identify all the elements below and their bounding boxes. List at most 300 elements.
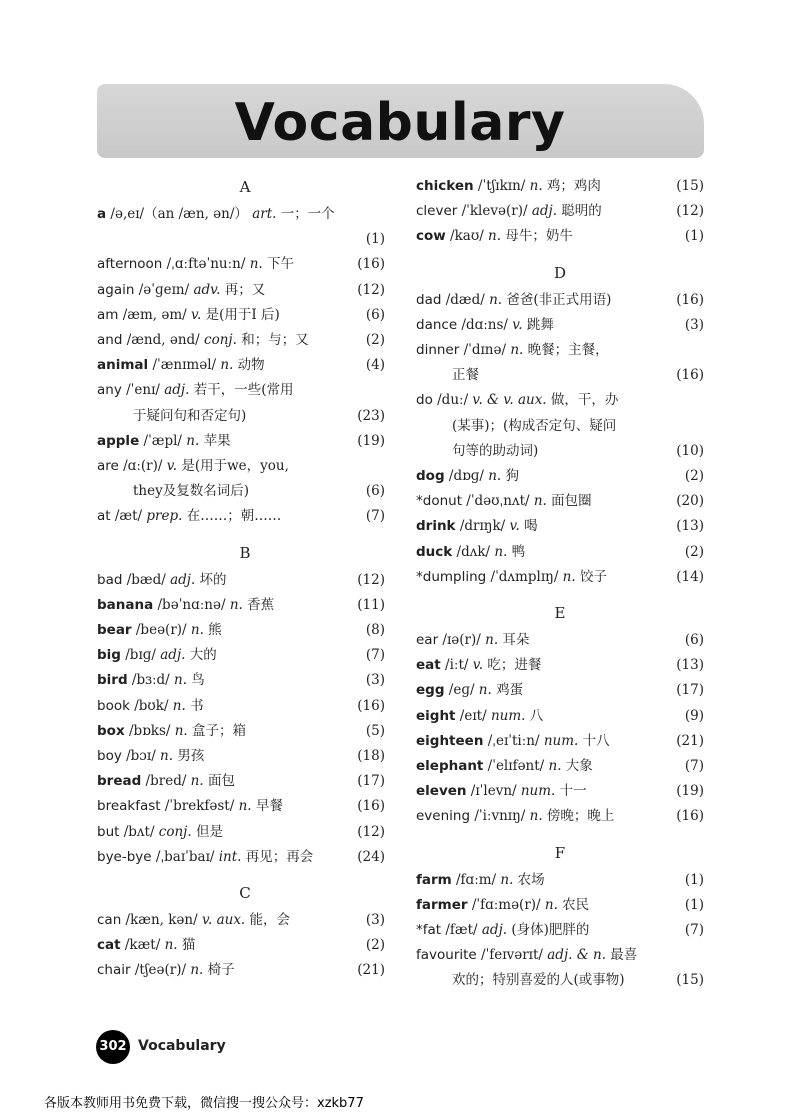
definition: 农民 [557, 896, 590, 913]
headword: dance [416, 316, 458, 333]
phonetic: /ˈenɪ/ [121, 382, 165, 399]
definition: 若干，一些(常用 [189, 382, 294, 399]
vocab-entry [97, 820, 385, 845]
part-of-speech: v. [472, 657, 484, 674]
vocab-entry [416, 174, 704, 199]
definition: 面包 [203, 773, 235, 790]
part-of-speech: adj. [481, 922, 508, 939]
lesson-number: (15) [676, 178, 704, 194]
lesson-number: (7) [365, 508, 385, 525]
watermark-text: 各版本教师用书免费下载，微信搜一搜公众号：xzkb77 [44, 1096, 364, 1111]
definition: 椅子 [203, 962, 235, 979]
headword: egg [416, 682, 445, 699]
definition: 鸭 [507, 543, 526, 560]
definition: 男孩 [173, 748, 205, 765]
phonetic: /iːt/ [440, 657, 473, 674]
phonetic: /æt/ [110, 508, 147, 525]
lesson-number: (7) [365, 647, 385, 664]
definition: 书 [185, 697, 204, 714]
lesson-number: (21) [676, 732, 704, 749]
definition: 做，干，办 [546, 392, 619, 409]
part-of-speech: n. [249, 256, 263, 273]
phonetic: /bɪɡ/ [120, 647, 161, 664]
phonetic: /eɡ/ [444, 682, 479, 699]
lesson-number: (2) [684, 543, 704, 560]
phonetic: /ˈdəʊˌnʌt/ [461, 493, 534, 510]
lesson-number: (7) [684, 758, 704, 775]
vocab-entry [97, 303, 385, 328]
headword: dinner [416, 342, 460, 359]
part-of-speech: adj. [160, 647, 186, 664]
part-of-speech: n. [562, 568, 576, 585]
vocab-entry [416, 540, 704, 565]
section-heading-d: D [553, 263, 567, 282]
lesson-number: (8) [365, 622, 385, 639]
definition: 跳舞 [522, 316, 554, 333]
phonetic: /ˌeɪˈtiːn/ [483, 732, 544, 749]
definition: 面包圈 [546, 493, 592, 510]
headword: afternoon [97, 256, 163, 273]
vocab-entry [97, 504, 385, 529]
definition: 狗 [501, 468, 520, 485]
lesson-number: (14) [676, 568, 704, 585]
phonetic: /ɪə(r)/ [438, 632, 486, 649]
definition: 聪明的 [556, 203, 602, 220]
definition: 再见；再会 [241, 848, 314, 865]
headword: bread [97, 773, 142, 790]
lesson-number: (13) [676, 657, 704, 674]
lesson-number: (16) [357, 798, 385, 815]
vocab-entry [416, 893, 704, 918]
left-column [97, 174, 385, 984]
vocab-entry [416, 199, 704, 224]
phonetic: /ˈdɪnə/ [459, 342, 511, 359]
vocab-entry [97, 668, 385, 693]
entry-list-c-continued [416, 174, 704, 250]
headword: breakfast [97, 798, 161, 815]
definition: 动物 [233, 357, 265, 374]
part-of-speech: n. [533, 493, 547, 510]
headword: bad [97, 571, 123, 588]
section-heading-c: C [239, 884, 251, 903]
part-of-speech: n. [500, 871, 514, 888]
headword: animal [97, 357, 149, 374]
part-of-speech: n. [174, 722, 188, 739]
lesson-number: (1) [365, 231, 385, 248]
part-of-speech: n. [164, 937, 178, 954]
section-heading-b: B [239, 543, 251, 562]
phonetic: /ˈelɪfənt/ [483, 758, 549, 775]
phonetic: /kaʊ/ [445, 228, 489, 245]
part-of-speech: v. [166, 458, 178, 475]
section-heading-e: E [554, 604, 566, 623]
definition: 在……；朝…… [182, 508, 282, 525]
definition: 香蕉 [242, 596, 275, 613]
phonetic: /eɪt/ [455, 707, 491, 724]
part-of-speech: v. aux. [201, 912, 246, 929]
lesson-number: (3) [365, 672, 385, 689]
vocab-entry [416, 288, 704, 313]
phonetic: /ɪˈlevn/ [466, 783, 521, 800]
lesson-number: (6) [684, 632, 704, 649]
lesson-number: (3) [684, 316, 704, 333]
vocab-entry [416, 313, 704, 338]
definition: 早餐 [251, 798, 283, 815]
lesson-number: (16) [357, 256, 385, 273]
vocab-entry [97, 328, 385, 353]
phonetic: /ˌɑːftəˈnuːn/ [162, 256, 250, 273]
headword: big [97, 647, 121, 664]
vocab-entry [97, 378, 385, 428]
part-of-speech: n. [489, 291, 503, 308]
definition: 鸡；鸡肉 [542, 178, 601, 194]
phonetic: /ˈæpl/ [139, 432, 187, 449]
part-of-speech: n. [548, 758, 562, 775]
definition: 盒子；箱 [187, 722, 247, 739]
vocab-entry [97, 278, 385, 303]
part-of-speech: n. [172, 697, 186, 714]
phonetic: /ˈdʌmplɪŋ/ [486, 568, 563, 585]
lesson-number: (12) [357, 281, 385, 298]
definition: 爸爸(非正式用语) [502, 291, 612, 308]
headword: any [97, 382, 122, 399]
definition: 农场 [513, 871, 545, 888]
entry-list-c [97, 908, 385, 984]
definition: 最喜 [606, 947, 638, 964]
phonetic: /bɜːd/ [127, 672, 175, 689]
lesson-number: (19) [357, 432, 385, 449]
vocab-entry [416, 779, 704, 804]
part-of-speech: int. [218, 848, 242, 865]
headword: *dumpling [416, 568, 487, 585]
part-of-speech: adj. [531, 203, 557, 220]
vocab-entry [97, 353, 385, 378]
part-of-speech: n. [485, 632, 499, 649]
vocab-entry [416, 943, 704, 993]
lesson-number: (13) [676, 518, 704, 535]
part-of-speech: n. [529, 808, 543, 825]
phonetic: /beə(r)/ [131, 622, 191, 639]
headword: can [97, 912, 122, 929]
section-heading-f: F [554, 843, 566, 862]
lesson-number: (2) [365, 332, 385, 349]
phonetic: /duː/ [432, 392, 473, 409]
part-of-speech: n. [494, 543, 508, 560]
headword: again [97, 281, 135, 298]
lesson-number: (20) [676, 493, 704, 510]
definition-continued: 句等的助动词) [452, 442, 539, 459]
lesson-number: (11) [357, 596, 385, 613]
headword: eat [416, 657, 441, 674]
lesson-number: (12) [357, 571, 385, 588]
phonetic: /ænd, ənd/ [122, 332, 205, 349]
definition-continued: they及复数名词后) [133, 483, 250, 500]
phonetic: /dɑːns/ [457, 316, 513, 333]
part-of-speech: n. [238, 798, 252, 815]
entry-list-e [416, 628, 704, 830]
definition: 能，会 [245, 912, 291, 929]
definition: 下午 [262, 256, 294, 273]
phonetic: /bɒks/ [124, 722, 175, 739]
headword: drink [416, 518, 456, 535]
vocab-entry [416, 918, 704, 943]
phonetic: /bʌt/ [119, 823, 159, 840]
part-of-speech: adj. [170, 571, 196, 588]
definition: 鸟 [187, 672, 205, 689]
vocab-entry [97, 719, 385, 744]
definition-continued: 正餐 [452, 367, 479, 384]
vocab-entry [416, 489, 704, 514]
lesson-number: (12) [357, 823, 385, 840]
definition: 十八 [578, 732, 610, 749]
definition: 傍晚；晚上 [542, 808, 615, 825]
lesson-number: (16) [676, 291, 704, 308]
lesson-number: (2) [684, 468, 704, 485]
headword: farmer [416, 896, 468, 913]
vocab-entry [416, 628, 704, 653]
vocab-entry [97, 618, 385, 643]
vocab-entry [416, 464, 704, 489]
right-column [416, 174, 704, 994]
definition: 大象 [561, 758, 593, 775]
phonetic: /bʊk/ [129, 697, 173, 714]
vocab-entry [97, 794, 385, 819]
lesson-number: (15) [676, 972, 704, 989]
part-of-speech: adj. & n. [547, 947, 607, 964]
part-of-speech: conj. [158, 823, 192, 840]
vocab-entry [97, 933, 385, 958]
phonetic: /ˈbrekfəst/ [160, 798, 239, 815]
phonetic: /ə,eɪ/（an /æn, ən/） [106, 206, 253, 222]
headword: are [97, 458, 119, 475]
vocab-entry [416, 224, 704, 249]
footer-label: Vocabulary [138, 1038, 226, 1054]
part-of-speech: n. [174, 672, 188, 689]
definition: 八 [525, 707, 544, 724]
vocab-entry [416, 338, 704, 388]
lesson-number: (7) [684, 922, 704, 939]
part-of-speech: n. [488, 468, 502, 485]
part-of-speech: adj. [164, 382, 190, 399]
phonetic: /fɑːm/ [451, 871, 501, 888]
part-of-speech: n. [529, 178, 543, 194]
part-of-speech: art. [252, 206, 277, 222]
definition: 吃；进餐 [483, 657, 542, 674]
headword: farm [416, 871, 452, 888]
vocab-entry [97, 908, 385, 933]
headword: bird [97, 672, 128, 689]
definition: 晚餐；主餐， [523, 342, 609, 359]
lesson-number: (1) [684, 228, 704, 245]
lesson-number: (23) [357, 407, 385, 424]
headword: a [97, 206, 107, 222]
definition: 苹果 [199, 432, 231, 449]
lesson-number: (1) [684, 871, 704, 888]
part-of-speech: num. [520, 783, 556, 800]
lesson-number: (21) [357, 962, 385, 979]
phonetic: /ˈklevə(r)/ [457, 203, 532, 220]
phonetic: /ˌbaɪˈbaɪ/ [151, 848, 219, 865]
lesson-number: (1) [684, 896, 704, 913]
phonetic: /dʌk/ [452, 543, 495, 560]
part-of-speech: n. [510, 342, 524, 359]
lesson-number: (6) [365, 306, 385, 323]
headword: am [97, 306, 119, 323]
lesson-number: (10) [676, 442, 704, 459]
entry-list-b [97, 568, 385, 870]
lesson-number: (9) [684, 707, 704, 724]
vocab-entry [97, 769, 385, 794]
headword: clever [416, 203, 458, 220]
lesson-number: (19) [676, 783, 704, 800]
headword: dad [416, 291, 442, 308]
vocab-entry [97, 593, 385, 618]
lesson-number: (3) [365, 912, 385, 929]
headword: elephant [416, 758, 484, 775]
definition: 是(用于I 后) [201, 306, 280, 323]
headword: box [97, 722, 125, 739]
phonetic: /ˈiːvnɪŋ/ [470, 808, 530, 825]
headword: evening [416, 808, 471, 825]
headword: book [97, 697, 130, 714]
headword: banana [97, 596, 154, 613]
part-of-speech: n. [544, 896, 558, 913]
part-of-speech: n. [190, 962, 204, 979]
phonetic: /æm, əm/ [118, 306, 191, 323]
lesson-number: (2) [365, 937, 385, 954]
headword: cat [97, 937, 121, 954]
phonetic: /ˈænɪməl/ [148, 357, 221, 374]
headword: duck [416, 543, 453, 560]
lesson-number: (16) [357, 697, 385, 714]
vocab-entry [97, 568, 385, 593]
headword: *fat [416, 922, 442, 939]
part-of-speech: v. & v. aux. [472, 392, 547, 409]
vocab-entry [416, 729, 704, 754]
phonetic: /dæd/ [441, 291, 490, 308]
phonetic: /kæn, kən/ [121, 912, 202, 929]
lesson-number: (24) [357, 848, 385, 865]
phonetic: /fæt/ [441, 922, 482, 939]
headword: apple [97, 432, 140, 449]
lesson-number: (5) [365, 722, 385, 739]
definition: 熊 [203, 622, 222, 639]
vocab-entry [416, 704, 704, 729]
part-of-speech: v. [512, 316, 523, 333]
lesson-number: (17) [676, 682, 704, 699]
headword: dog [416, 468, 445, 485]
vocab-entry [416, 804, 704, 829]
vocab-entry [416, 678, 704, 703]
definition: 猫 [177, 937, 196, 954]
headword: favourite [416, 947, 477, 964]
part-of-speech: n. [190, 773, 204, 790]
part-of-speech: conj. [204, 332, 237, 349]
part-of-speech: v. [509, 518, 520, 535]
headword: ear [416, 632, 439, 649]
part-of-speech: v. [190, 306, 202, 323]
vocab-entry [97, 252, 385, 277]
phonetic: /tʃeə(r)/ [130, 962, 191, 979]
part-of-speech: n. [186, 432, 200, 449]
entry-list-d [416, 288, 704, 590]
part-of-speech: num. [490, 707, 526, 724]
lesson-number: (12) [676, 203, 704, 220]
part-of-speech: prep. [146, 508, 183, 525]
entry-list-f [416, 868, 704, 994]
phonetic: /bɔɪ/ [121, 748, 161, 765]
headword: bear [97, 622, 132, 639]
entry-list-a [97, 202, 385, 530]
definition-continued: 欢的；特别喜爱的人(或事物) [452, 972, 625, 989]
vocab-entry [416, 565, 704, 590]
phonetic: /ˈfɑːmə(r)/ [467, 896, 545, 913]
headword: eleven [416, 783, 467, 800]
definition: (身体)肥胖的 [507, 922, 590, 939]
definition: 和；与；又 [236, 332, 309, 349]
headword: at [97, 508, 111, 525]
lesson-number: (16) [676, 367, 704, 384]
vocab-entry [416, 653, 704, 678]
vocab-entry [97, 694, 385, 719]
definition: 是(用于we，you, [177, 458, 289, 475]
part-of-speech: n. [160, 748, 174, 765]
vocab-entry [97, 454, 385, 504]
part-of-speech: num. [543, 732, 579, 749]
definition: 坏的 [195, 571, 227, 588]
phonetic: /bəˈnɑːnə/ [153, 596, 230, 613]
part-of-speech: n. [220, 357, 234, 374]
definition: 饺子 [575, 568, 607, 585]
vocab-entry [97, 643, 385, 668]
vocab-entry [97, 744, 385, 769]
definition: 一；一个 [276, 206, 335, 222]
part-of-speech: n. [478, 682, 492, 699]
headword: chicken [416, 178, 474, 194]
phonetic: /əˈɡeɪn/ [134, 281, 194, 298]
headword: bye-bye [97, 848, 152, 865]
headword: chair [97, 962, 131, 979]
page-number-badge: 302 [96, 1030, 130, 1064]
vocab-entry [97, 429, 385, 454]
section-heading-a: A [239, 178, 251, 196]
definition-continued: (某事)；(构成否定句、疑问 [452, 417, 617, 434]
vocab-entry [97, 845, 385, 870]
definition: 大的 [185, 647, 217, 664]
lesson-number: (17) [357, 773, 385, 790]
phonetic: /ˈfeɪvərɪt/ [476, 947, 548, 964]
headword: eight [416, 707, 456, 724]
part-of-speech: n. [488, 228, 502, 245]
vocab-entry [416, 388, 704, 464]
definition: 鸡蛋 [491, 682, 524, 699]
lesson-number: (6) [365, 483, 385, 500]
part-of-speech: n. [190, 622, 204, 639]
phonetic: /ˈtʃɪkɪn/ [473, 178, 530, 194]
headword: eighteen [416, 732, 484, 749]
headword: and [97, 332, 123, 349]
vocab-entry [97, 202, 385, 252]
definition-continued: 于疑问句和否定句) [133, 407, 247, 424]
definition: 耳朵 [498, 632, 530, 649]
lesson-number: (18) [357, 748, 385, 765]
headword: *donut [416, 493, 462, 510]
phonetic: /kæt/ [120, 937, 165, 954]
part-of-speech: adv. [193, 281, 221, 298]
definition: 母牛；奶牛 [501, 228, 573, 245]
vocab-entry [416, 514, 704, 539]
vocab-entry [416, 868, 704, 893]
